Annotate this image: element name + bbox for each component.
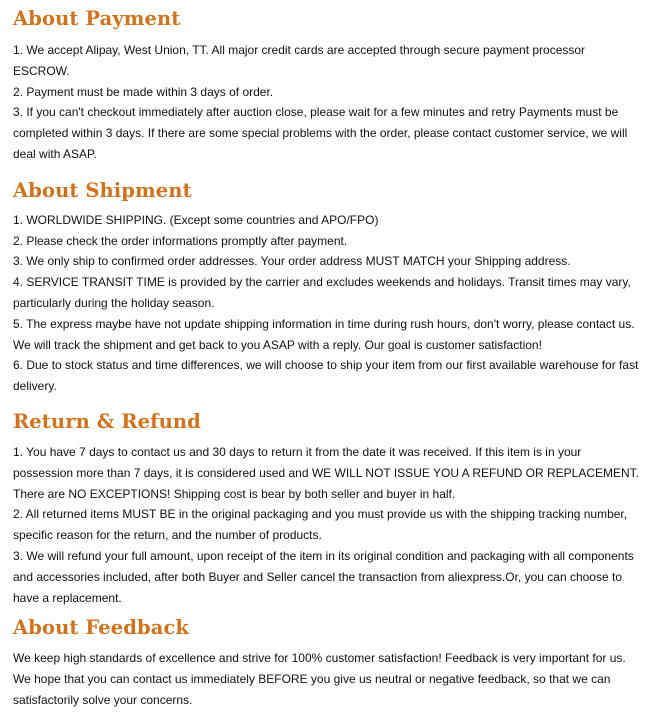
- feedback-text: We keep high standards of excellence and strive for 100% customer satisfaction! Feedback is very important for us. We hope that you can contact us immediately BEFORE you give us neutral or negative feedback, so that we can satisfactorily solve your concerns.: [13, 651, 626, 707]
- feedback-heading: About Feedback: [13, 616, 190, 640]
- return-refund-heading: Return & Refund: [13, 409, 201, 433]
- payment-heading: About Payment: [13, 7, 181, 30]
- shipment-item-5: 5. The express maybe have not update shipping information in time during rush hours, don't worry, please contact us. We will track the shipment and get back to you ASAP with a reply. Our goal is customer satisfaction!: [13, 316, 635, 352]
- refund-item-1: 1. You have 7 days to contact us and 30 days to return it from the date it was received. If this item is in your possession more than 7 days, it is considered used and WE WILL NOT ISSUE YOU A REFUND OR REPLACEMENT. There are NO EXCEPTIONS! Shipping cost is bear by both seller and buyer in half.: [13, 444, 640, 501]
- shipment-section: [13, 178, 648, 397]
- refund-item-3: 3. We will refund your full amount, upon receipt of the item in its original condition and packaging with all components and accessories included, after both Buyer and Seller cancel the transaction from aliexpress.Or, you can choose to have a replacement.: [13, 548, 634, 605]
- payment-section: [13, 6, 648, 165]
- return-refund-section: [13, 409, 648, 608]
- shipment-item-3: 3. We only ship to confirmed order addresses. Your order address MUST MATCH your Shipping address.: [13, 254, 571, 269]
- shipment-item-1: 1. WORLDWIDE SHIPPING. (Except some countries and APO/FPO): [13, 212, 379, 227]
- payment-item-2: 2. Payment must be made within 3 days of order.: [13, 84, 274, 99]
- payment-item-3: 3. If you can't checkout immediately after auction close, please wait for a few minutes and retry Payments must be completed within 3 days. If there are some special problems with the order, please contact customer service, we will deal with ASAP.: [13, 105, 628, 161]
- feedback-section: [13, 615, 648, 710]
- refund-item-2: 2. All returned items MUST BE in the original packaging and you must provide us with the shipping tracking number, specific reason for the return, and the number of products.: [13, 507, 628, 543]
- shipment-item-4: 4. SERVICE TRANSIT TIME is provided by the carrier and excludes weekends and holidays. Transit times may vary, particularly during the holiday season.: [13, 275, 631, 310]
- shipment-item-6: 6. Due to stock status and time differences, we will choose to ship your item from our first available warehouse for fast delivery.: [13, 358, 639, 394]
- shipment-heading: About Shipment: [13, 178, 192, 202]
- payment-item-1: 1. We accept Alipay, West Union, TT. All major credit cards are accepted through secure payment processor ESCROW.: [13, 43, 586, 78]
- shipment-item-2: 2. Please check the order informations promptly after payment.: [13, 233, 348, 248]
